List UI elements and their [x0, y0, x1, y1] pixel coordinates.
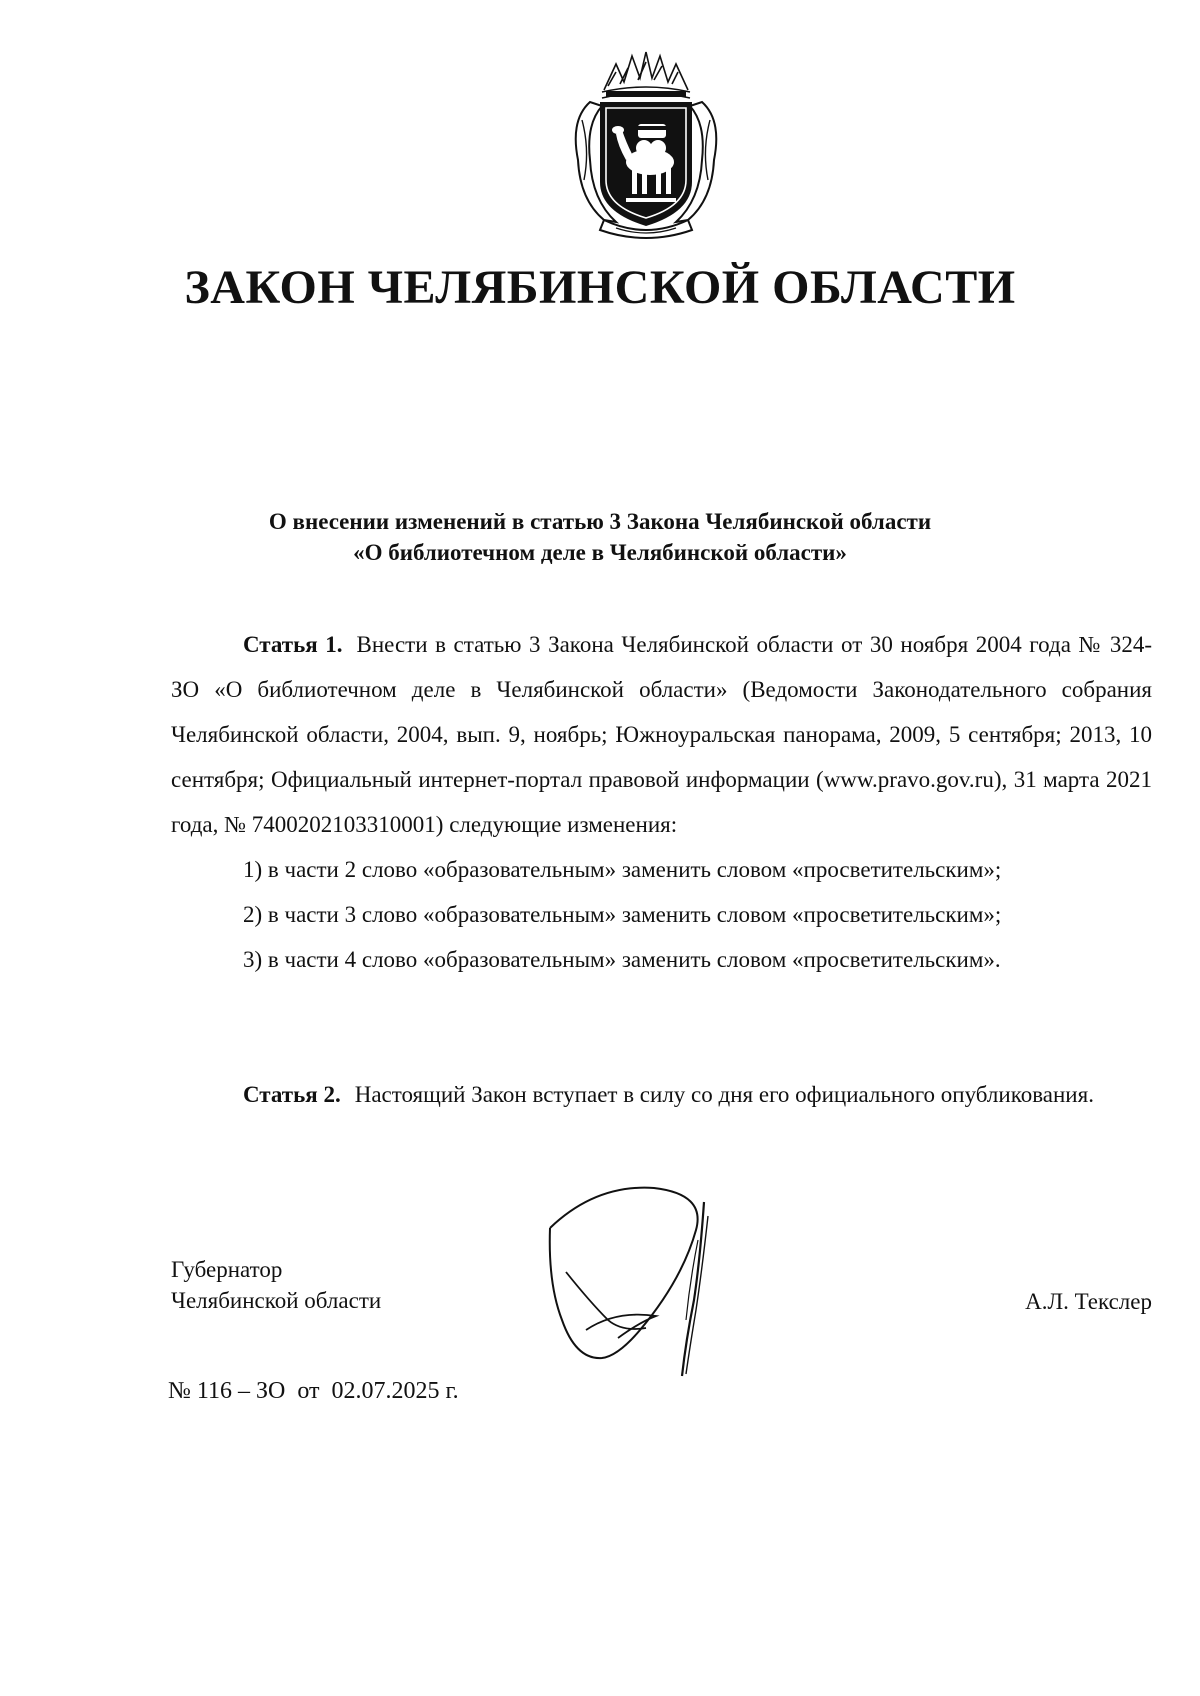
law-number: № 116 – ЗО от 02.07.2025 г.	[168, 1378, 459, 1404]
article-1-text: Внести в статью 3 Закона Челябинской области от 30 ноября 2004 года № 324-ЗО «О библиотечном деле в Челябинской области» (Ведомости Законодательного собрания Челябинской области, 2004, вып. 9, ноябрь; Южноуральская панорама, 2009, 5 сентября; 2013, 10 сентября; Официальный интернет-портал правовой информации (www.pravo.gov.ru), 31 марта 2021 года, № 7400202103310001) следующие изменения:	[171, 632, 1152, 837]
signature	[536, 1180, 756, 1380]
handwritten-signature-icon	[536, 1180, 756, 1380]
subtitle-line-2: «О библиотечном деле в Челябинской области»	[353, 540, 847, 565]
article-2-text: Настоящий Закон вступает в силу со дня его официального опубликования.	[354, 1082, 1094, 1107]
article-1-item-2: 2) в части 3 слово «образовательным» заменить словом «просветительским»;	[243, 902, 1002, 927]
article-1	[171, 622, 1152, 982]
article-1-item-3: 3) в части 4 слово «образовательным» заменить словом «просветительским».	[243, 947, 1001, 972]
document-title: ЗАКОН ЧЕЛЯБИНСКОЙ ОБЛАСТИ	[184, 261, 1016, 314]
article-1-item-1: 1) в части 2 слово «образовательным» заменить словом «просветительским»;	[243, 857, 1002, 882]
law-subtitle	[0, 506, 1200, 568]
signatory-position	[171, 1254, 381, 1316]
article-2	[171, 1072, 1152, 1117]
article-2-paragraph	[171, 1072, 1152, 1117]
signatory-position-line-1: Губернатор	[171, 1257, 283, 1282]
article-1-paragraph	[171, 622, 1152, 847]
article-1-label: Статья 1.	[243, 632, 343, 657]
signatory-name: А.Л. Текслер	[1025, 1289, 1152, 1314]
signatory-position-line-2: Челябинской области	[171, 1288, 382, 1313]
subtitle-line-1: О внесении изменений в статью 3 Закона Челябинской области	[268, 509, 932, 534]
coat-of-arms-emblem	[560, 50, 732, 242]
article-2-label: Статья 2.	[243, 1082, 341, 1107]
chelyabinsk-coat-of-arms-icon	[560, 50, 732, 242]
